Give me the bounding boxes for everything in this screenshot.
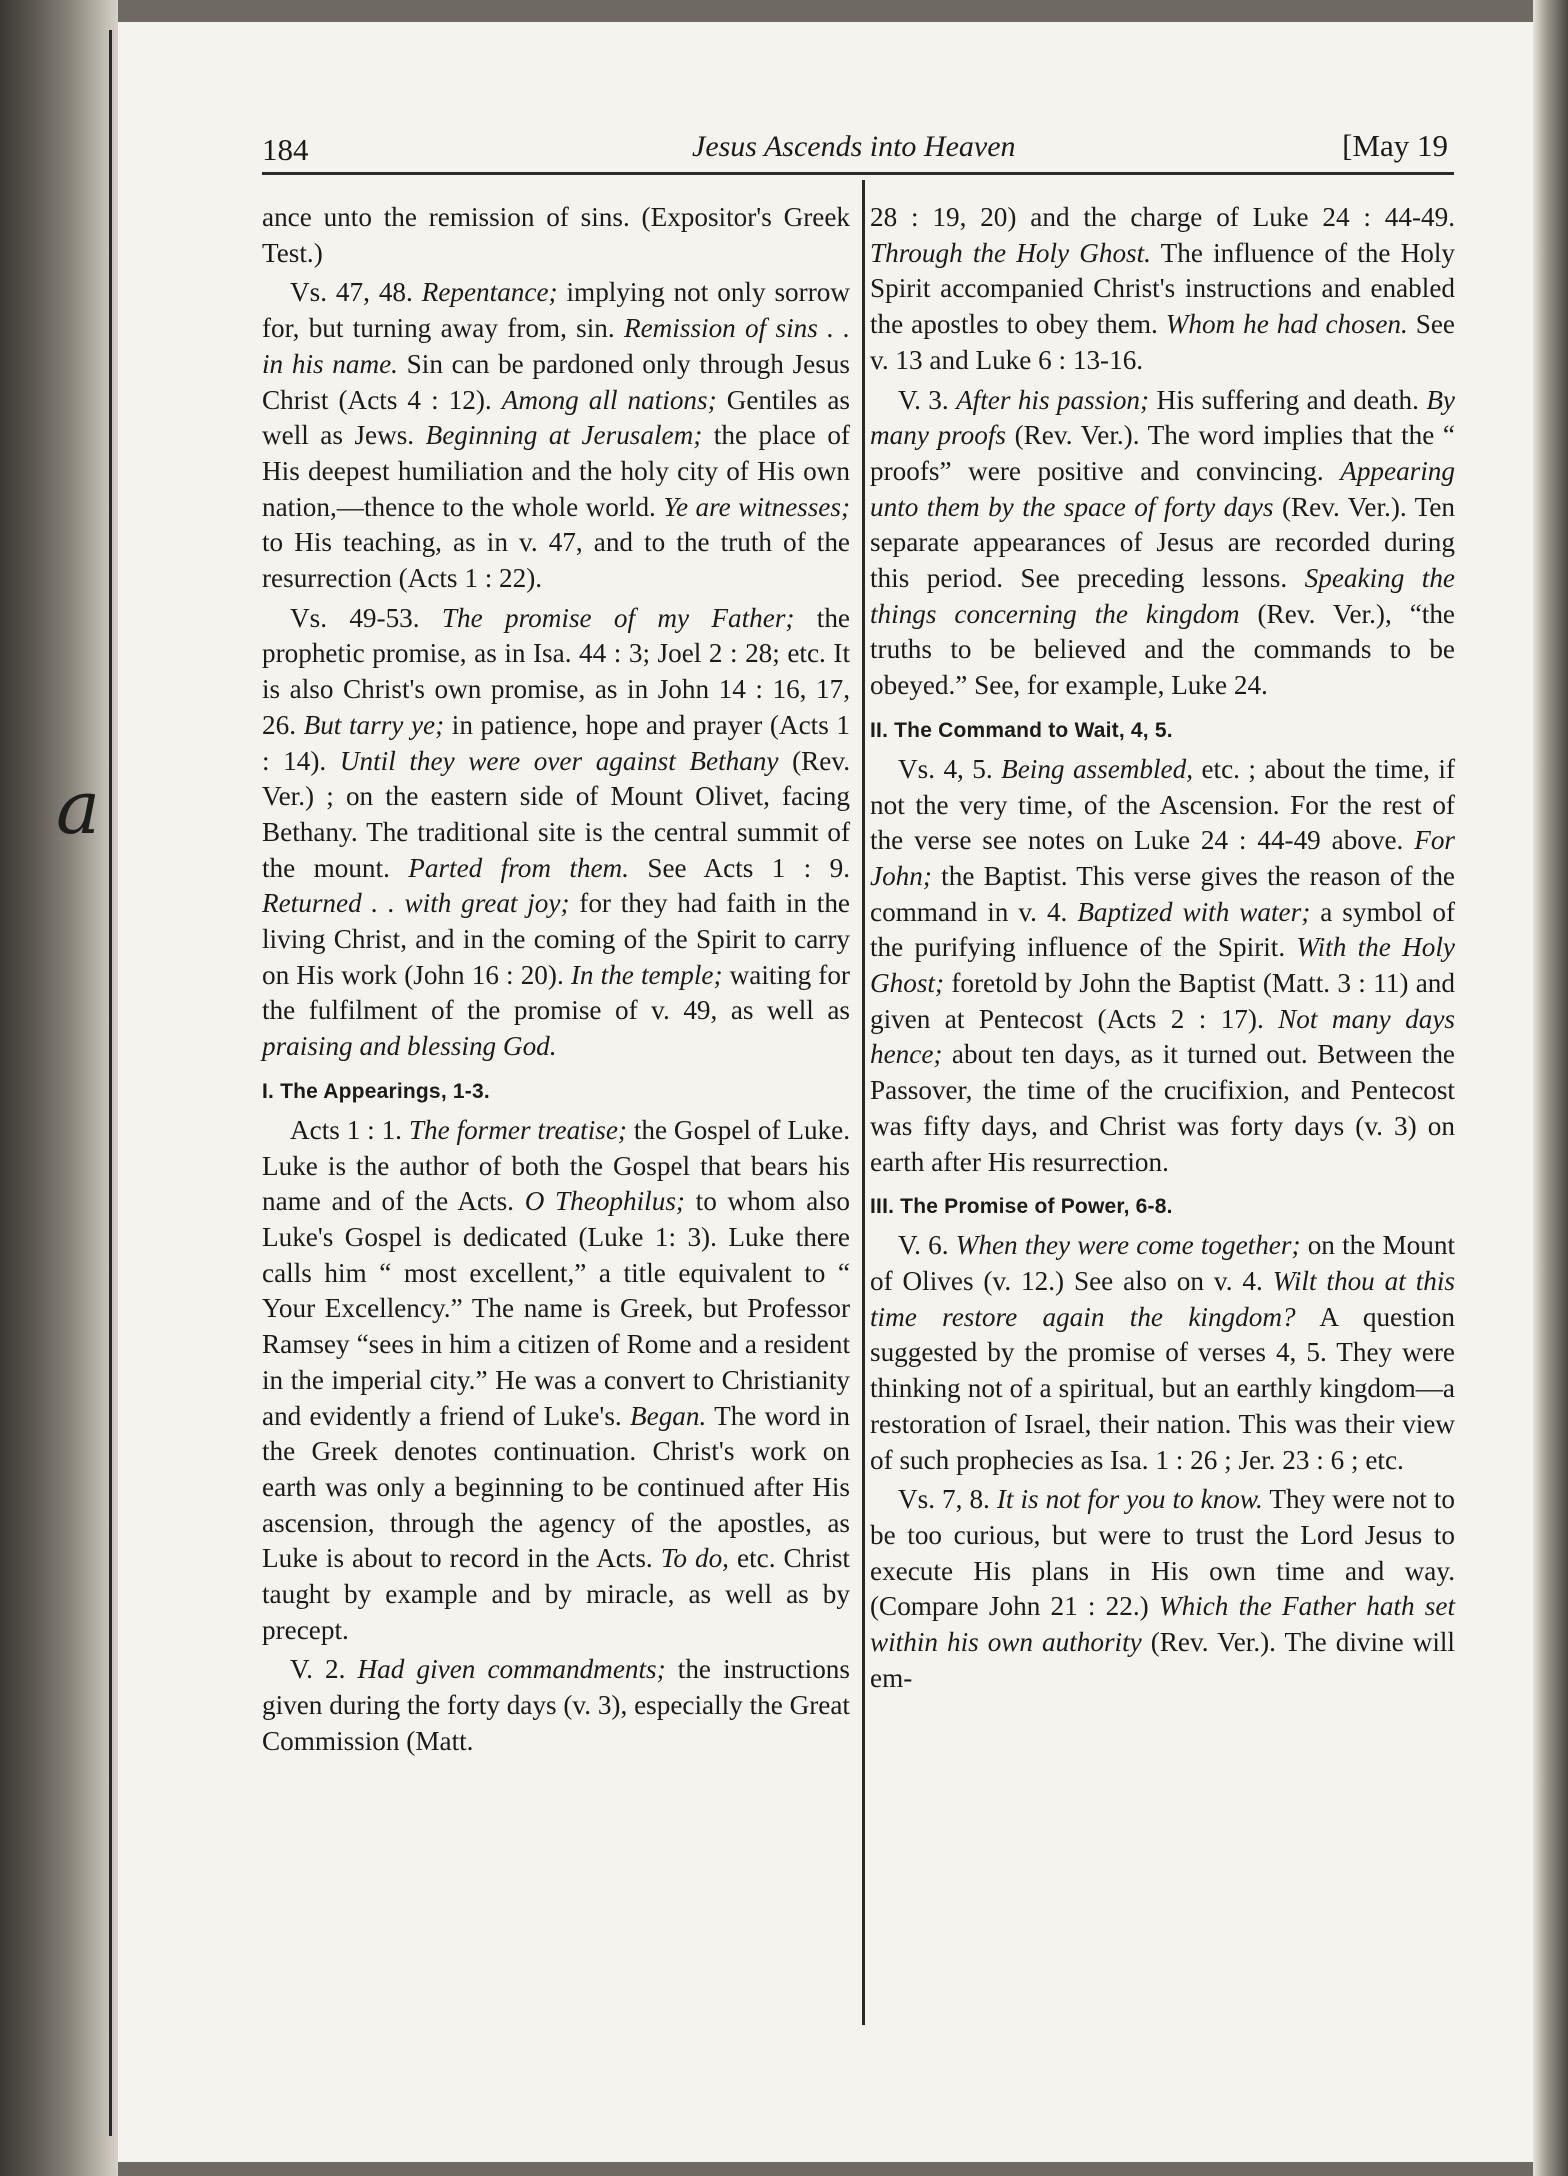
text-run: (Rev. Ver.), “the truths to be believed and the commands to be obeyed.” See, for example, Luke 24. <box>870 598 1455 701</box>
italic-phrase: Wilt thou at this time restore again the kingdom? <box>870 1265 1455 1332</box>
header-date: [May 19 <box>1342 128 1448 163</box>
text-run: the instructions given during the forty days (v. 3), especially the Great Commission (Matt. <box>262 1654 850 1756</box>
italic-phrase: In the temple; <box>570 959 723 990</box>
margin-annotation: a <box>56 765 101 851</box>
text-run: See Acts 1 : 9. <box>629 852 850 883</box>
text-run: 28 : 19, 20) and the charge of Luke 24 : 44-49. <box>870 202 1455 232</box>
text-run: on the Mount of Olives (v. 12.) See also on v. 4. <box>870 1230 1455 1296</box>
text-run: the prophetic promise, as in Isa. 44 : 3; Joel 2 : 28; etc. It is also Christ's own promise, as in John 14 : 16, 17, 26. <box>262 602 850 740</box>
text-run: Sin can be pardoned only through Jesus Christ (Acts 4 : 12). <box>262 348 850 415</box>
italic-phrase: Whom he had chosen. <box>1165 309 1408 340</box>
text-run: a symbol of the purifying influence of the Spirit. <box>870 896 1456 963</box>
paragraph <box>870 383 1455 704</box>
italic-phrase: Speaking the things concerning the kingdom <box>870 563 1455 629</box>
text-run: waiting for the fulfilment of the promise of v. 49, as well as <box>262 959 850 1026</box>
header-rule <box>262 172 1454 175</box>
text-run: the Gospel of Luke. Luke is the author of both the Gospel that bears his name and of the Acts. <box>262 1114 851 1217</box>
text-run: Vs. 4, 5. <box>898 753 1002 784</box>
italic-phrase: praising and blessing God. <box>262 1031 557 1062</box>
text-run: (Rev. Ver.). The word implies that the “ proofs” were positive and convincing. <box>870 420 1455 486</box>
text-run: A question suggested by the promise of verses 4, 5. They were thinking not of a spiritual, but an earthly kingdom—a restoration of Israel, their nation. This was their view of such prophecies as Isa. 1 : 26 ; Jer. 23 : 6 ; etc. <box>870 1301 1455 1475</box>
right-column <box>870 200 1455 1696</box>
text-run: Vs. 47, 48. <box>290 277 422 308</box>
text-run: etc. ; about the time, if not the very time, of the Ascension. For the rest of the verse see notes on Luke 24 : 44-49 above. <box>870 753 1455 856</box>
italic-phrase: Through the Holy Ghost. <box>870 237 1151 268</box>
italic-phrase: For John; <box>870 825 1455 891</box>
text-run: about ten days, as it turned out. Between the Passover, the time of the crucifixion, and Pentecost was fifty days, and Christ was forty days (v. 3) on earth after His resurrection. <box>870 1039 1455 1177</box>
text-run: ance unto the remission of sins. (Expositor's Greek Test.) <box>262 202 850 268</box>
text-run: Gentiles as well as Jews. <box>262 384 850 451</box>
italic-phrase: Repentance; <box>421 277 558 308</box>
section-heading: III. The Promise of Power, 6-8. <box>870 1195 1173 1219</box>
italic-phrase: By many proofs <box>870 384 1455 451</box>
text-run: (Rev. Ver.) ; on the eastern side of Mount Olivet, facing Bethany. The traditional site is the central summit of the mount. <box>262 745 850 883</box>
page-edge <box>1533 0 1568 2176</box>
paragraph <box>870 752 1455 1180</box>
text-run: They were not to be too curious, but were to trust the Lord Jesus to execute His plans in His own time and way. (Compare John 21 : 22.) <box>870 1484 1455 1622</box>
page-header <box>262 128 1452 174</box>
column-divider <box>862 180 865 2025</box>
text-run: Vs. 49-53. <box>290 602 442 633</box>
text-run: etc. Christ taught by example and by miracle, as well as by precept. <box>262 1543 850 1645</box>
text-run: the Baptist. This verse gives the reason of the command in v. 4. <box>870 860 1455 927</box>
text-run: The influence of the Holy Spirit accompanied Christ's instructions and enabled the apostles to obey them. <box>870 237 1455 340</box>
text-run: to whom also Luke's Gospel is dedicated (Luke 1: 3). Luke there calls him “ most excellent,” a title equivalent to “ Your Excellency.” The name is Greek, but Professor Ramsey “sees in him a citizen of Rome and a resident in the imperial city.” He was a convert to Christianity and evidently a friend of Luke's. <box>262 1186 851 1431</box>
italic-phrase: Among all nations; <box>501 384 717 415</box>
paragraph <box>870 1482 1455 1696</box>
paragraph <box>262 1652 850 1759</box>
text-run: V. 3. <box>898 384 957 415</box>
italic-phrase: Returned . . with great joy; <box>262 888 570 919</box>
text-run: V. 6. <box>898 1230 956 1261</box>
italic-phrase: Had given commandments; <box>357 1654 666 1685</box>
text-run: to His teaching, as in v. 47, and to the truth of the resurrection (Acts 1 : 22). <box>262 527 850 594</box>
book-gutter <box>0 0 118 2176</box>
paragraph <box>262 275 850 596</box>
running-title: Jesus Ascends into Heaven <box>692 130 1016 163</box>
page-number: 184 <box>262 132 309 167</box>
italic-phrase: Ye are witnesses; <box>663 491 850 522</box>
text-run: V. 2. <box>290 1654 358 1685</box>
text-run: See v. 13 and Luke 6 : 13-16. <box>870 309 1455 375</box>
section-heading: II. The Command to Wait, 4, 5. <box>870 718 1173 742</box>
italic-phrase: When they were come together; <box>955 1230 1301 1261</box>
text-run: (Rev. Ver.). Ten separate appearances of Jesus are recorded during this period. See preceding lessons. <box>870 491 1455 594</box>
italic-phrase: After his passion; <box>956 384 1150 415</box>
left-column <box>262 200 850 1760</box>
italic-phrase: Being assembled, <box>1001 753 1194 784</box>
italic-phrase: To do, <box>660 1543 729 1574</box>
italic-phrase: Baptized with water; <box>1077 896 1311 927</box>
italic-phrase: O Theophilus; <box>524 1186 685 1217</box>
text-run: His suffering and death. <box>1149 384 1427 415</box>
text-run: in patience, hope and prayer (Acts 1 : 14). <box>262 709 851 776</box>
paragraph <box>262 601 850 1065</box>
text-run: Acts 1 : 1. <box>290 1114 409 1145</box>
italic-phrase: Until they were over against Bethany <box>339 745 779 776</box>
italic-phrase: Parted from them. <box>408 852 629 883</box>
italic-phrase: Appearing unto them by the space of forty days <box>870 455 1455 522</box>
text-run: Vs. 7, 8. <box>898 1484 997 1515</box>
section-heading: I. The Appearings, 1-3. <box>262 1079 490 1103</box>
paragraph <box>262 200 850 271</box>
italic-phrase: Not many days hence; <box>870 1003 1455 1070</box>
text-run: The word in the Greek denotes continuation. Christ's work on earth was only a beginning to be continued after His ascension, through the agency of the apostles, as Luke is about to record in the Acts. <box>262 1400 850 1574</box>
italic-phrase: Remission of sins . . in his name. <box>262 313 850 379</box>
text-run: implying not only sorrow for, but turning away from, sin. <box>262 277 850 344</box>
paragraph <box>870 1228 1455 1478</box>
italic-phrase: It is not for you to know. <box>996 1484 1263 1515</box>
paragraph <box>870 200 1455 379</box>
italic-phrase: The former treatise; <box>408 1114 627 1145</box>
italic-phrase: The promise of my Father; <box>441 602 795 633</box>
paragraph <box>262 1113 850 1649</box>
italic-phrase: With the Holy Ghost; <box>870 932 1455 999</box>
italic-phrase: But tarry ye; <box>303 709 445 740</box>
text-run: the place of His deepest humiliation and the holy city of His own nation,—thence to the whole world. <box>262 420 850 522</box>
text-run: for they had faith in the living Christ, and in the coming of the Spirit to carry on His work (John 16 : 20). <box>262 888 850 990</box>
italic-phrase: Began. <box>630 1400 707 1431</box>
italic-phrase: Which the Father hath set within his own authority <box>870 1591 1456 1658</box>
text-run: foretold by John the Baptist (Matt. 3 : 11) and given at Pentecost (Acts 2 : 17). <box>870 968 1455 1034</box>
italic-phrase: Beginning at Jerusalem; <box>425 420 703 451</box>
text-run: (Rev. Ver.). The divine will em- <box>870 1627 1455 1693</box>
